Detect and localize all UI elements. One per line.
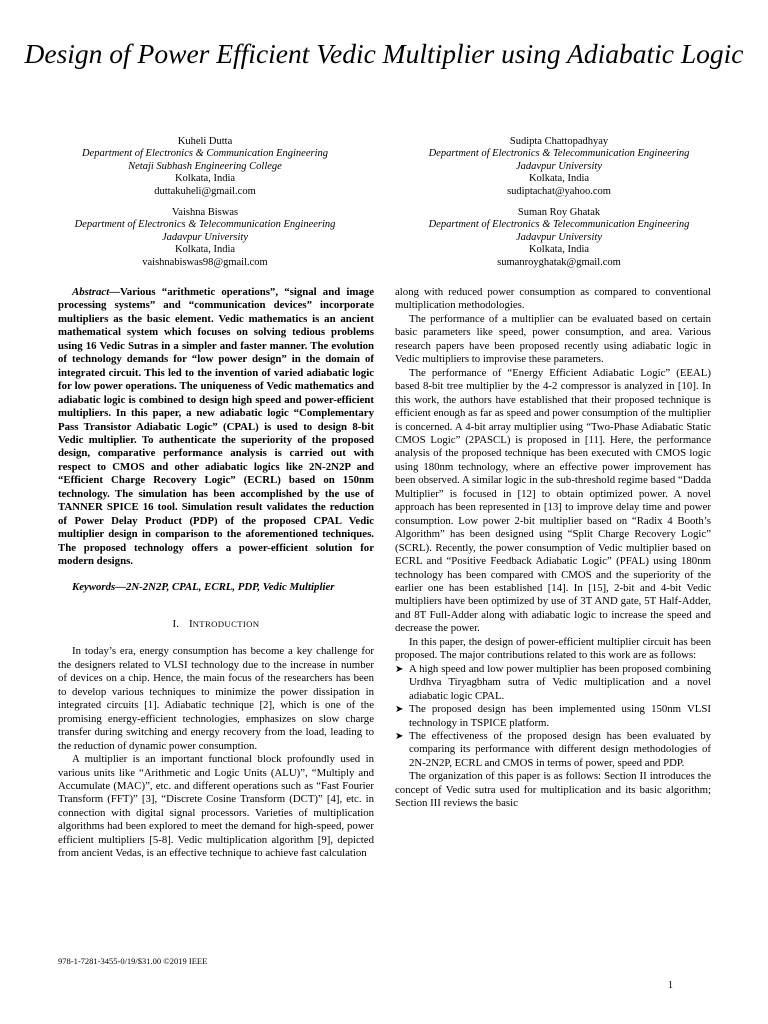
body-paragraph: In this paper, the design of power-efficient multiplier circuit has been proposed. The major contributions related to this work are as follows: [395, 635, 711, 662]
author-department: Department of Electronics & Telecommunication Engineering [74, 219, 336, 231]
section-number: I. [172, 617, 179, 630]
author-email: vaishnabiswas98@gmail.com [142, 256, 268, 268]
list-item-text: The proposed design has been implemented using 150nm VLSI technology in TSPICE platform. [409, 703, 711, 729]
list-item-text: The effectiveness of the proposed design has been evaluated by comparing its performance with different design methodologies of 2N-2N2P, ECRL and CMOS in terms of power, speed and PDP. [409, 729, 711, 769]
author-block [394, 136, 724, 198]
arrow-bullet-icon: ➤ [395, 663, 404, 675]
author-location: Kolkata, India [528, 173, 590, 185]
left-column [58, 286, 374, 861]
author-department: Department of Electronics & Telecommunication Engineering [428, 148, 690, 160]
author-name: Kuheli Dutta [177, 136, 233, 147]
author-location: Kolkata, India [528, 244, 590, 256]
page-number: 1 [668, 980, 673, 991]
section-heading [58, 618, 374, 631]
author-email: duttakuheli@gmail.com [154, 185, 256, 197]
author-block [40, 207, 370, 269]
abstract [58, 286, 374, 569]
list-item [395, 730, 711, 770]
keywords: Keywords—2N-2N2P, CPAL, ECRL, PDP, Vedic Multiplier [72, 580, 335, 593]
arrow-bullet-icon: ➤ [395, 730, 404, 742]
author-location: Kolkata, India [174, 244, 236, 256]
author-email: sudiptachat@yahoo.com [507, 185, 611, 197]
contributions-list [395, 663, 711, 771]
author-department: Department of Electronics & Communication Engineering [81, 148, 329, 160]
author-name: Sudipta Chattopadhyay [509, 136, 609, 147]
list-item-text: A high speed and low power multiplier has been proposed combining Urdhva Tiryagbham sutra of Vedic multiplication and a novel adiabatic logic CPAL. [409, 662, 711, 702]
body-paragraph: along with reduced power consumption as compared to conventional multiplication methodologies. [395, 286, 711, 312]
body-paragraph: In today’s era, energy consumption has become a key challenge for the designers related to VLSI technology due to the increase in number of devices on a chip. Hence, the main focus of the researchers has been to develop various techniques to minimize the power dissipation in integrated circuits [1]. Adiabatic technique [2], which is one of the promising energy-efficient technologies, emphasizes on slow charge transfer during switching and energy recovery from the load, leading to the reduction of dynamic power consumption. [58, 645, 374, 752]
author-email: sumanroyghatak@gmail.com [497, 256, 621, 268]
body-paragraph: A multiplier is an important functional block profoundly used in various units like “Arithmetic and Logic Units (ALU)”, “Multiply and Accumulate (MAC)”, etc. and different operations such as “Fast Fourier Transform (FFT)” [3], “Discrete Cosine Transform (DCT)” [4], etc. in connection with digital signal processors. Varieties of multiplication algorithms had been explored to meet the demand for high-speed, power efficient multipliers [5-8]. Vedic multiplication algorithm [9], depicted from ancient Vedas, is an effective technique to achieve fast calculation [58, 753, 374, 860]
abstract-label: Abstract— [72, 286, 120, 298]
section-title-rest: NTRODUCTION [192, 618, 260, 629]
list-item [395, 663, 711, 703]
paper-title: Design of Power Efficient Vedic Multiplier using Adiabatic Logic [24, 38, 744, 69]
section-initial: I [188, 617, 193, 630]
arrow-bullet-icon: ➤ [395, 704, 404, 716]
body-paragraph: The organization of this paper is as follows: Section II introduces the concept of Vedic sutra used for multiplication and its basic algorithm; Section III reviews the basic [395, 770, 711, 810]
author-institution: Netaji Subhash Engineering College [128, 160, 282, 172]
body-paragraph: The performance of “Energy Efficient Adiabatic Logic” (EEAL) based 8-bit tree multiplier by the 4-2 compressor is analyzed in [10]. In this work, the authors have established that their proposed technique is efficient enough as far as speed and power consumption of the multiplier is concerned. A 4-bit array multiplier using “Two-Phase Adiabatic Static CMOS Logic” (2PASCL) is proposed in [11]. Here, the performance analysis of the proposed technique has been executed with CMOS logic using 180nm technology, where an effective power improvement has been observed. A similar logic in the sub-threshold regime based “Dadda Multiplier” is focused in [12] to obtain optimized power. A novel approach has been represented in [13] to improve delay time and power consumption. Low power 2-bit multiplier based on “Radix 4 Booth’s Algorithm” has been designed using “Split Charge Recovery Logic” (SCRL). Recently, the power consumption of Vedic multiplier based on ECRL and “Positive Feedback Adiabatic Logic” (PFAL) using 180nm technology has been compared with CMOS and the superiority of the earlier one has been established [14]. In [15], 2-bit and 4-bit Vedic multipliers have been optimized by use of 3T AND gate, 5T Half-Adder, and 8T Full-Adder along with adiabatic logic to increase the speed and decrease the power. [395, 366, 711, 635]
author-location: Kolkata, India [174, 173, 236, 185]
abstract-text: Various “arithmetic operations”, “signal and image processing systems” and “communication devices” incorporate multipliers as the basic element. Vedic mathematics is an ancient mathematical system which focuses on solving tedious problems using 16 Vedic Sutras in a simpler and faster manner. The evolution of technology demands for “low power design” in the domain of integrated circuit. This led to the invention of varied adiabatic logic for low power operations. The uniqueness of Vedic mathematics and adiabatic logic is combined to design high speed and power-efficient multipliers. In this paper, a new adiabatic logic “Complementary Pass Transistor Adiabatic Logic” (CPAL) is used to design 8-bit Vedic multiplier. To authenticate the superiority of the proposed design, comparative performance analysis is carried out with respect to CMOS and other adiabatic logics like 2N-2N2P and “Efficient Charge Recovery Logic” (ECRL) based on 150nm technology. The simulation has been accomplished by the use of TANNER SPICE 16 tool. Simulation result validates the reduction of Power Delay Product (PDP) of the proposed CPAL Vedic multiplier design in comparison to the aforementioned techniques. The proposed technology offers a power-efficient solution for modern designs. [58, 286, 374, 568]
author-name: Suman Roy Ghatak [517, 207, 601, 218]
right-column [395, 286, 711, 811]
author-block [40, 136, 370, 198]
author-block [394, 207, 724, 269]
author-institution: Jadavpur University [515, 231, 603, 243]
copyright-footer: 978-1-7281-3455-0/19/$31.00 ©2019 IEEE [58, 956, 208, 966]
body-paragraph: The performance of a multiplier can be evaluated based on certain basic parameters like speed, power consumption, and area. Various research papers have been proposed recently using adiabatic logic in Vedic multipliers to improvise these parameters. [395, 312, 711, 366]
author-institution: Jadavpur University [161, 231, 249, 243]
author-department: Department of Electronics & Telecommunication Engineering [428, 219, 690, 231]
list-item [395, 703, 711, 730]
author-institution: Jadavpur University [515, 160, 603, 172]
author-name: Vaishna Biswas [171, 207, 239, 218]
